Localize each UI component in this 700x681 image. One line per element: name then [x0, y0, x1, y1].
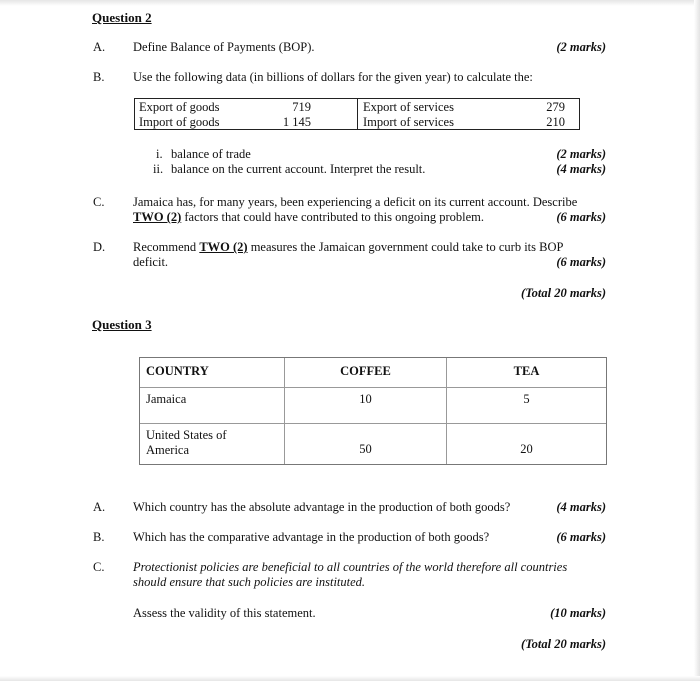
q2-c-emphasis: TWO (2): [133, 210, 182, 224]
q2-c-line2-text: factors that could have contributed to this ongoing problem.: [181, 210, 484, 224]
q3-total-marks: (Total 20 marks): [521, 637, 606, 651]
q2-d-line1-pre: Recommend: [133, 240, 200, 254]
table-divider: [357, 99, 358, 129]
q2-d-label: D.: [93, 240, 106, 254]
q2-d-line1-post: measures the Jamaican government could take to curb its BOP: [247, 240, 564, 254]
q2-total-marks: (Total 20 marks): [521, 286, 606, 300]
header-coffee: COFFEE: [340, 364, 391, 378]
table-cell: 279: [546, 100, 565, 114]
q3-c-line1: Protectionist policies are beneficial to all countries of the world therefore all countries: [133, 560, 568, 574]
table-cell: 1 145: [282, 115, 311, 129]
header-country: COUNTRY: [146, 364, 209, 378]
q3-c-line2: should ensure that such policies are instituted.: [133, 575, 366, 589]
q2-d-line2: deficit.: [133, 255, 169, 269]
table-cell: Export of goods: [139, 100, 220, 114]
q2-b-label: B.: [93, 70, 105, 84]
header-tea: TEA: [513, 364, 540, 378]
bop-data-table: [134, 98, 580, 130]
q2-b-i-label: i.: [156, 147, 163, 161]
q2-b-ii-label: ii.: [153, 162, 164, 176]
country-jamaica: Jamaica: [146, 392, 187, 406]
page-right-edge: [694, 0, 700, 681]
country-usa-line2: America: [146, 443, 190, 457]
row-divider: [140, 387, 606, 388]
q3-a-text: Which country has the absolute advantage in the production of both goods?: [133, 500, 511, 514]
q2-b-i-text: balance of trade: [171, 147, 251, 161]
question-3-heading: Question 3: [92, 317, 152, 332]
tea-value: 20: [520, 442, 533, 456]
q2-c-line1: Jamaica has, for many years, been experiencing a deficit on its current account. Describe: [133, 195, 578, 209]
q2-a-text: Define Balance of Payments (BOP).: [133, 40, 315, 54]
q2-c-label: C.: [93, 195, 105, 209]
q3-b-marks: (6 marks): [556, 530, 606, 544]
tea-value: 5: [523, 392, 530, 406]
page-top-edge: [0, 0, 700, 6]
q2-d-marks: (6 marks): [556, 255, 606, 269]
q2-c-line2: [133, 210, 484, 225]
production-table: [139, 357, 607, 465]
q2-b-text: Use the following data (in billions of dollars for the given year) to calculate the:: [133, 70, 533, 84]
q2-c-marks: (6 marks): [556, 210, 606, 224]
page-bottom-edge: [0, 676, 700, 681]
table-cell: Export of services: [363, 100, 454, 114]
q3-b-text: Which has the comparative advantage in the production of both goods?: [133, 530, 490, 544]
q2-a-marks: (2 marks): [556, 40, 606, 54]
table-cell: 210: [546, 115, 565, 129]
question-2-heading: Question 2: [92, 10, 152, 25]
q3-a-marks: (4 marks): [556, 500, 606, 514]
table-cell: 719: [292, 100, 311, 114]
table-cell: Import of services: [363, 115, 454, 129]
q3-c-assess: Assess the validity of this statement.: [133, 606, 316, 620]
q3-b-label: B.: [93, 530, 105, 544]
coffee-value: 50: [359, 442, 372, 456]
coffee-value: 10: [359, 392, 372, 406]
q2-a-label: A.: [93, 40, 106, 54]
q3-c-label: C.: [93, 560, 105, 574]
table-cell: Import of goods: [139, 115, 220, 129]
q2-d-emphasis: TWO (2): [199, 240, 248, 254]
q3-c-marks: (10 marks): [550, 606, 606, 620]
q2-b-i-marks: (2 marks): [556, 147, 606, 161]
row-divider: [140, 423, 606, 424]
q3-a-label: A.: [93, 500, 106, 514]
q2-d-line1: [133, 240, 563, 255]
q2-b-ii-marks: (4 marks): [556, 162, 606, 176]
q2-b-ii-text: balance on the current account. Interpret the result.: [171, 162, 426, 176]
country-usa-line1: United States of: [146, 428, 227, 442]
